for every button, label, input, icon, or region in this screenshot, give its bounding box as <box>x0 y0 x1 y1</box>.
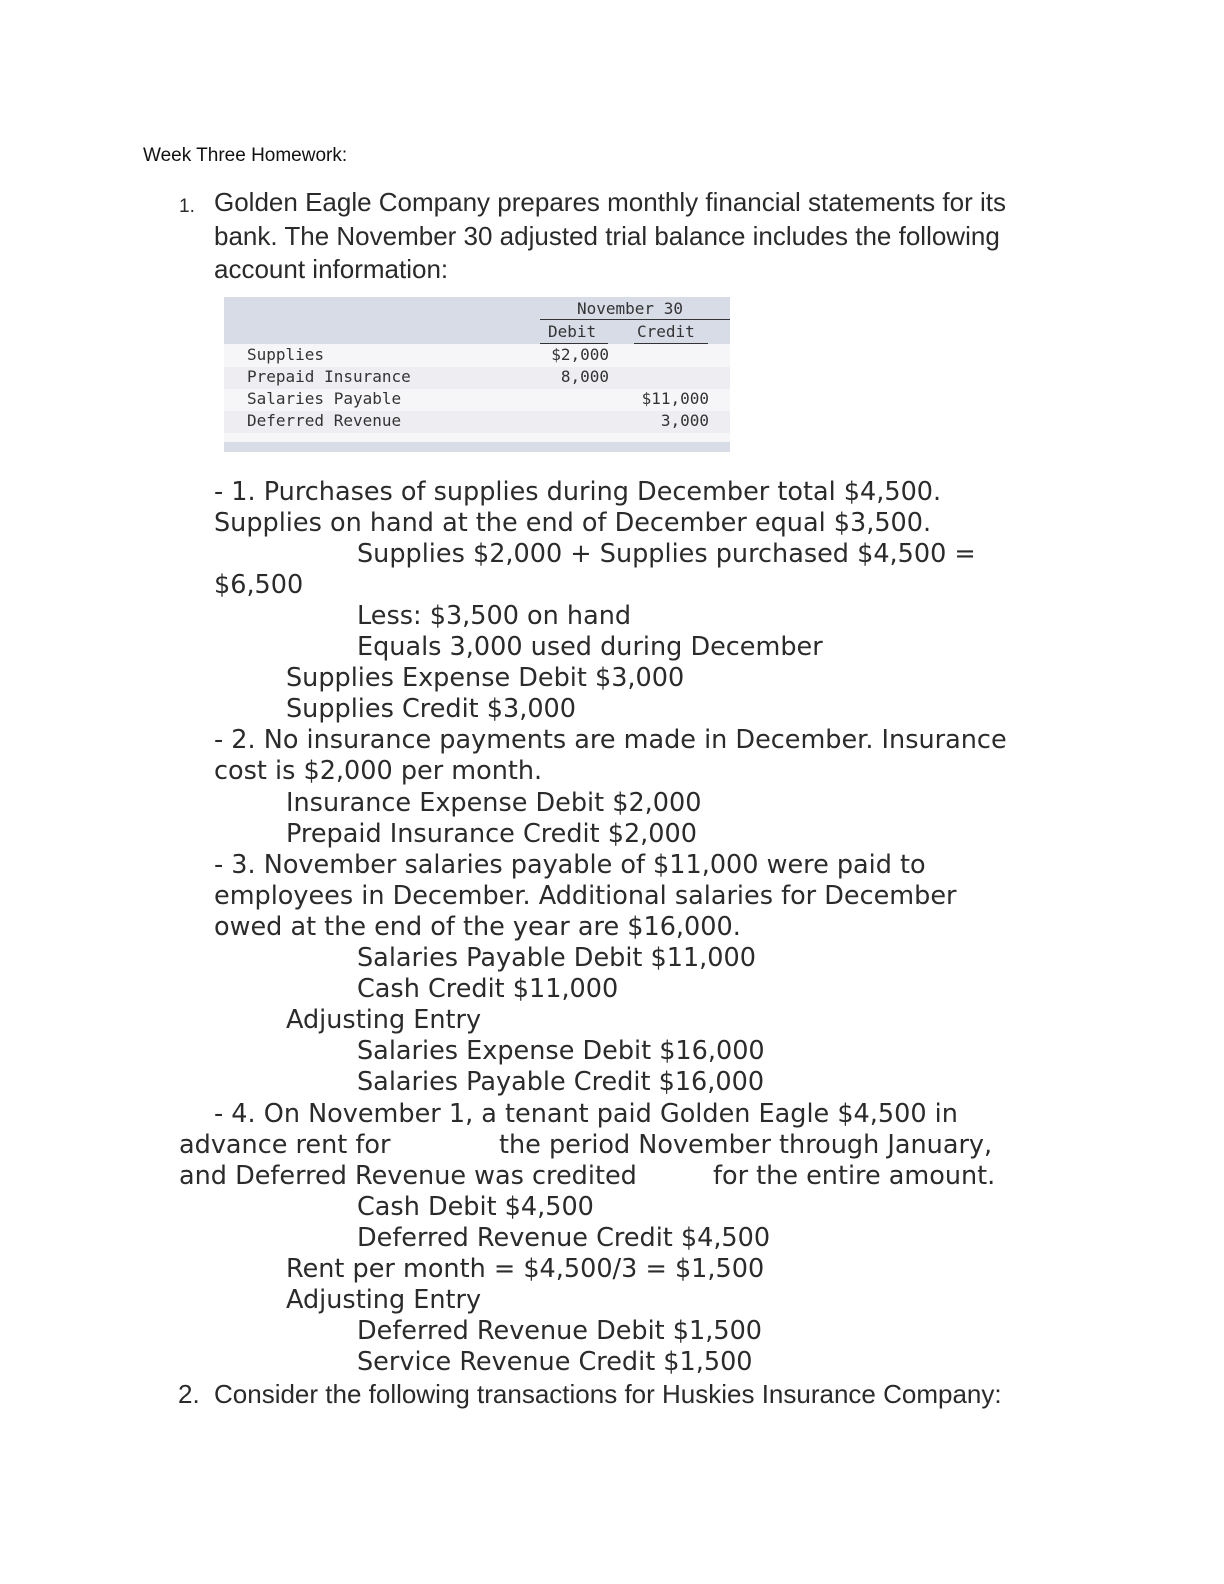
answer-line: for the entire amount. <box>713 1161 996 1191</box>
answer-line: Cash Credit $11,000 <box>357 974 619 1004</box>
answer-line: Supplies Credit $3,000 <box>286 694 576 724</box>
answer-line: employees in December. Additional salaries for December <box>214 881 957 911</box>
question-1-line-1: Golden Eagle Company prepares monthly financial statements for its <box>214 187 1006 217</box>
answer-line: Prepaid Insurance Credit $2,000 <box>286 819 697 849</box>
question-2-text: Consider the following transactions for Huskies Insurance Company: <box>214 1379 1002 1409</box>
credit-amount: 3,000 <box>660 411 709 430</box>
answer-line: Adjusting Entry <box>286 1005 482 1035</box>
question-1-line-3: account information: <box>214 254 449 284</box>
period-header: November 30 <box>577 299 683 318</box>
answer-line: Insurance Expense Debit $2,000 <box>286 788 702 818</box>
answer-line: - 3. November salaries payable of $11,000 were paid to <box>214 850 926 880</box>
answer-line: Less: $3,500 on hand <box>357 601 632 631</box>
answer-line: Deferred Revenue Credit $4,500 <box>357 1223 771 1253</box>
answer-line: $6,500 <box>214 570 304 600</box>
debit-underline <box>540 343 608 344</box>
answer-line: advance rent for <box>179 1130 391 1160</box>
answer-line: Supplies Expense Debit $3,000 <box>286 663 685 693</box>
credit-underline <box>634 343 708 344</box>
answer-line: - 2. No insurance payments are made in December. Insurance <box>214 725 1007 755</box>
page-heading: Week Three Homework: <box>143 145 348 166</box>
credit-column-header: Credit <box>637 322 695 341</box>
account-name: Supplies <box>247 345 325 364</box>
account-name: Deferred Revenue <box>247 411 402 430</box>
period-underline <box>540 319 730 320</box>
answer-line: Supplies $2,000 + Supplies purchased $4,500 = <box>357 539 976 569</box>
table-footer-band <box>224 442 730 452</box>
answer-line: Salaries Payable Credit $16,000 <box>357 1067 765 1097</box>
answer-line: - 1. Purchases of supplies during December total $4,500. <box>214 477 942 507</box>
debit-column-header: Debit <box>548 322 597 341</box>
answer-line: cost is $2,000 per month. <box>214 756 543 786</box>
answer-line: and Deferred Revenue was credited <box>179 1161 637 1191</box>
answer-line: owed at the end of the year are $16,000. <box>214 912 741 942</box>
answer-line: Equals 3,000 used during December <box>357 632 823 662</box>
answer-line: the period November through January, <box>499 1130 993 1160</box>
debit-amount: 8,000 <box>560 367 609 386</box>
question-1-number: 1. <box>179 196 195 217</box>
answer-line: Rent per month = $4,500/3 = $1,500 <box>286 1254 765 1284</box>
credit-amount: $11,000 <box>641 389 709 408</box>
account-name: Salaries Payable <box>247 389 402 408</box>
answer-line: Supplies on hand at the end of December equal $3,500. <box>214 508 932 538</box>
debit-amount: $2,000 <box>551 345 609 364</box>
answer-line: Service Revenue Credit $1,500 <box>357 1347 753 1377</box>
answer-line: Salaries Expense Debit $16,000 <box>357 1036 765 1066</box>
answer-line: Adjusting Entry <box>286 1285 482 1315</box>
answer-line: - 4. On November 1, a tenant paid Golden Eagle $4,500 in <box>214 1099 958 1129</box>
answer-line: Deferred Revenue Debit $1,500 <box>357 1316 763 1346</box>
answer-line: Salaries Payable Debit $11,000 <box>357 943 756 973</box>
question-2-number: 2. <box>178 1379 200 1409</box>
question-1-line-2: bank. The November 30 adjusted trial balance includes the following <box>214 221 1000 251</box>
account-name: Prepaid Insurance <box>247 367 411 386</box>
trial-balance-table <box>224 297 730 452</box>
answer-line: Cash Debit $4,500 <box>357 1192 594 1222</box>
